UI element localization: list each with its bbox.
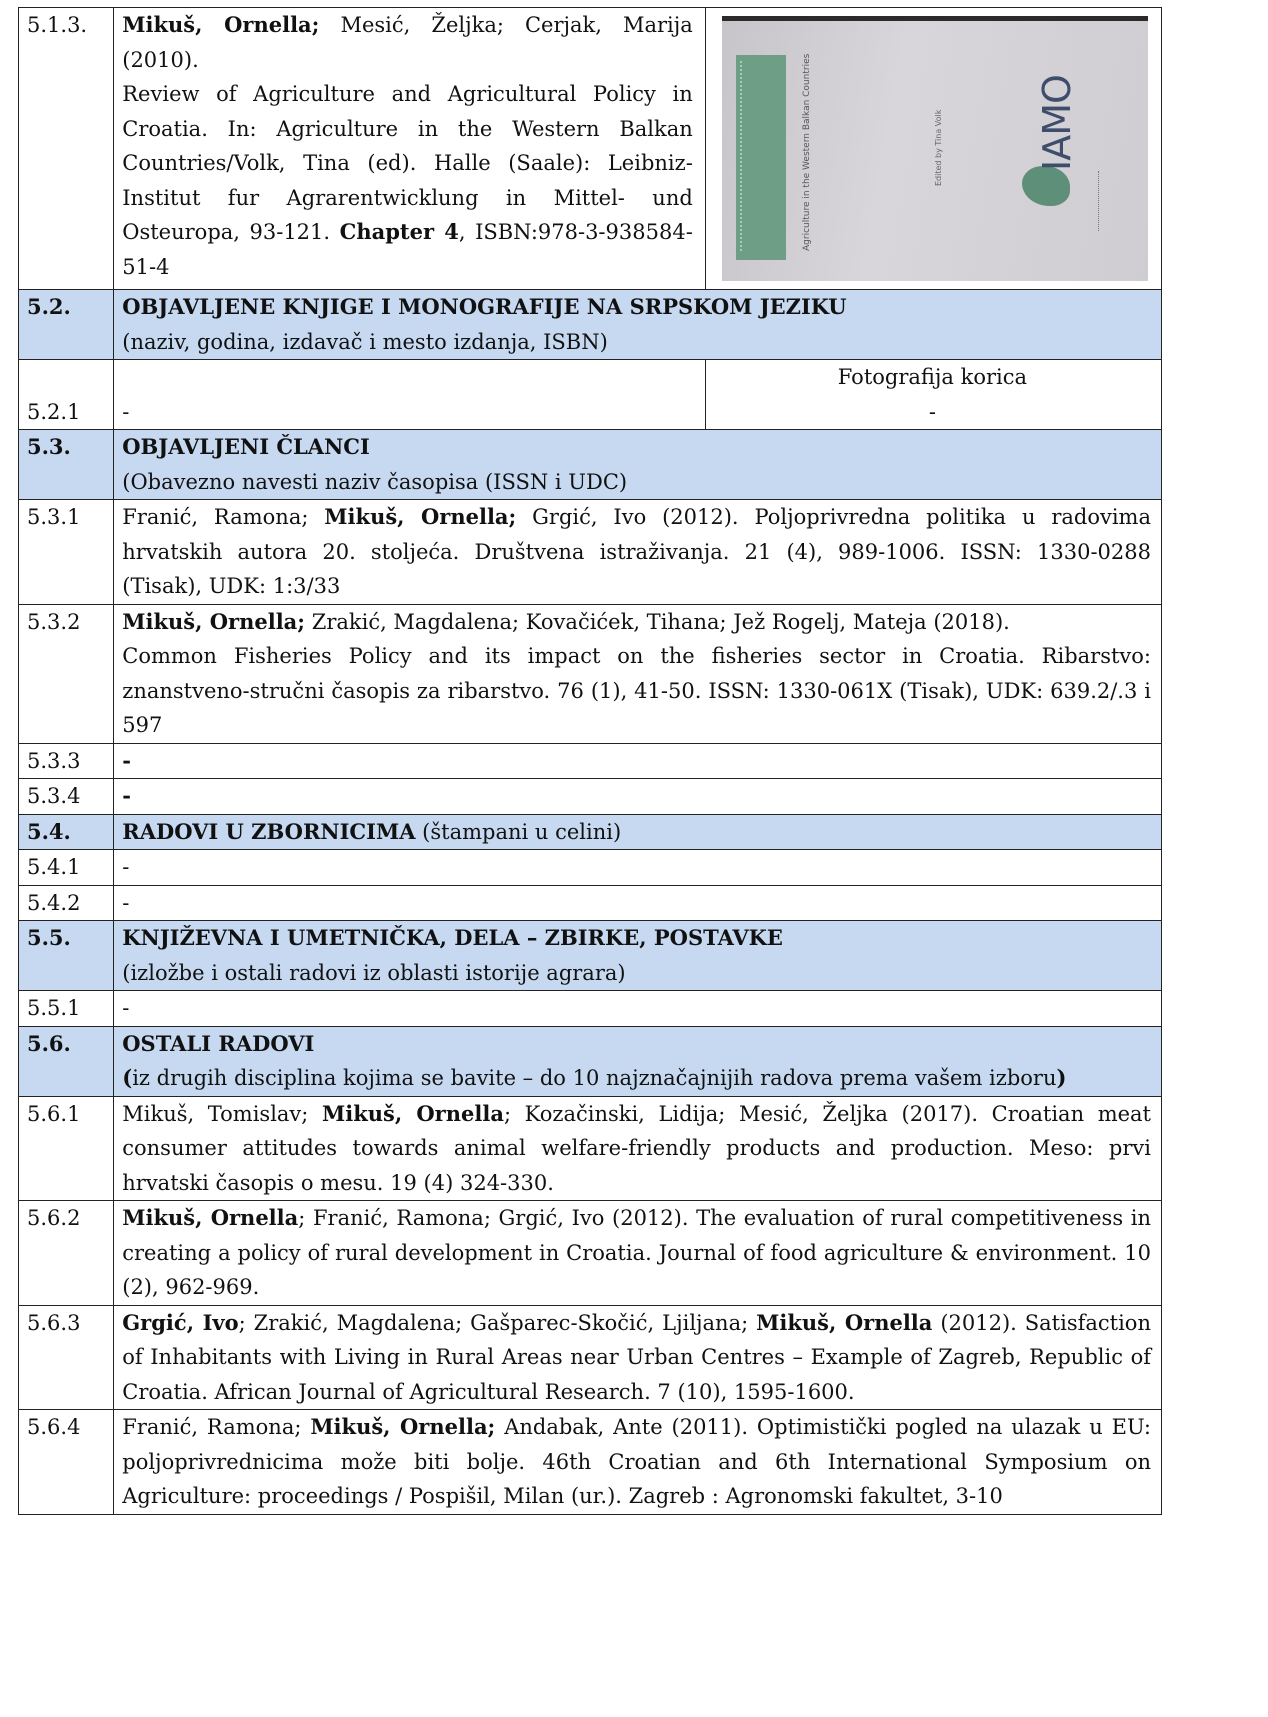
section-heading: KNJIŽEVNA I UMETNIČKA, DELA – ZBIRKE, POSTAVKE xyxy=(122,925,783,950)
row-number: 5.2.1 xyxy=(19,360,114,430)
publication-text: - xyxy=(114,885,1162,921)
section-number: 5.6. xyxy=(19,1026,114,1096)
row-number: 5.3.4 xyxy=(19,779,114,815)
publication-list-document xyxy=(18,7,1162,1515)
section-subtitle: (Obavezno navesti naziv časopisa (ISSN i UDC) xyxy=(122,469,628,494)
authors: Zrakić, Magdalena; Kovačićek, Tihana; Jež Rogelj, Mateja (2018). xyxy=(305,609,1010,634)
publication-row xyxy=(19,1410,1162,1515)
iamo-logo-text: IAMO xyxy=(1034,75,1079,171)
section-title-cell xyxy=(114,430,1162,500)
publication-row xyxy=(19,1096,1162,1201)
publication-row xyxy=(19,500,1162,605)
section-subtitle: (izložbe i ostali radovi iz oblasti istorije agrara) xyxy=(122,960,626,985)
section-number: 5.3. xyxy=(19,430,114,500)
publication-text xyxy=(114,500,1162,605)
publication-row xyxy=(19,360,1162,430)
section-number: 5.2. xyxy=(19,290,114,360)
cover-photo-value: - xyxy=(928,399,936,424)
publication-text: - xyxy=(114,850,1162,886)
publication-text: - xyxy=(114,743,1162,779)
section-title-cell xyxy=(114,290,1162,360)
citation-text: Andabak, Ante (2011). Optimistički pogled na ulazak u EU: poljoprivrednicima može biti bolje. 46th Croatian and 6th International Symposium on Agriculture: proceedings / Pospišil, Milan (ur.). Zagreb : Agronomski fakultet, 3-10 xyxy=(122,1415,1151,1508)
citation-text: Common Fisheries Policy and its impact on the fisheries sector in Croatia. Ribarstvo: znanstveno-stručni časopis za ribarstvo. 76 (1), 41-50. ISSN: 1330-061X (Tisak), UDK: 639.2/.3 i 597 xyxy=(122,644,1151,737)
publication-text xyxy=(114,1096,1162,1201)
section-subtitle xyxy=(122,1061,1151,1096)
row-number: 5.6.3 xyxy=(19,1305,114,1410)
publication-row xyxy=(19,8,1162,290)
publication-row xyxy=(19,1201,1162,1306)
chapter-label: Chapter 4 xyxy=(339,219,459,244)
iamo-logo-shape xyxy=(1022,166,1070,206)
isbn-text: , ISBN:978-3-938584-51-4 xyxy=(122,220,693,279)
section-heading: OSTALI RADOVI xyxy=(122,1030,315,1056)
row-number: 5.1.3. xyxy=(19,8,114,290)
publication-text xyxy=(114,1305,1162,1410)
cover-photo-cell xyxy=(705,360,1161,430)
author-bold: Mikuš, Ornella xyxy=(122,1205,299,1230)
section-row xyxy=(19,814,1162,850)
author-bold: Mikuš, Ornella; xyxy=(310,1414,496,1439)
cover-editor: Edited by Tina Volk xyxy=(933,109,943,186)
section-heading: RADOVI U ZBORNICIMA xyxy=(122,818,416,844)
row-number: 5.3.3 xyxy=(19,743,114,779)
author-bold: Mikuš, Ornella; xyxy=(122,12,320,37)
row-number: 5.6.2 xyxy=(19,1201,114,1306)
section-title-cell xyxy=(114,921,1162,991)
publication-row xyxy=(19,743,1162,779)
publication-row xyxy=(19,604,1162,743)
row-number: 5.6.1 xyxy=(19,1096,114,1201)
cover-small-text xyxy=(1098,171,1103,231)
section-number: 5.4. xyxy=(19,814,114,850)
row-number: 5.4.1 xyxy=(19,850,114,886)
authors: Franić, Ramona; xyxy=(122,505,325,529)
paren-close: ) xyxy=(1056,1065,1067,1090)
citation-text: (2012). Satisfaction of Inhabitants with Living in Rural Areas near Urban Centres – Example of Zagreb, Republic of Croatia. African Journal of Agricultural Research. 7 (10), 1595-1600. xyxy=(122,1310,1151,1404)
section-heading: OBJAVLJENI ČLANCI xyxy=(122,434,370,459)
row-number: 5.5.1 xyxy=(19,991,114,1027)
publication-text xyxy=(114,1201,1162,1306)
authors: Mesić, Željka; Cerjak, Marija (2010). xyxy=(122,13,693,72)
row-number: 5.6.4 xyxy=(19,1410,114,1515)
publication-text: - xyxy=(114,991,1162,1027)
citation-text: Review of Agriculture and Agricultural Policy in Croatia. In: Agriculture in the Western Balkan Countries/Volk, Tina (ed). Halle (Saale): Leibniz-Institut fur Agrarentwicklung in Mittel- und Osteuropa, 93-121. xyxy=(122,82,693,244)
author-bold: Mikuš, Ornella xyxy=(756,1309,933,1335)
citation-text: Grgić, Ivo (2012). Poljoprivredna politika u radovima hrvatskih autora 20. stoljeća. Društvena istraživanja. 21 (4), 989-1006. ISSN: 1330-0288 (Tisak), UDK: 1:3/33 xyxy=(122,505,1151,598)
publication-row xyxy=(19,779,1162,815)
publication-text xyxy=(114,8,706,290)
authors: ; Zrakić, Magdalena; Gašparec-Skočić, Ljiljana; xyxy=(238,1310,757,1335)
section-title-cell xyxy=(114,814,1162,850)
section-row xyxy=(19,430,1162,500)
section-row xyxy=(19,921,1162,991)
citation-text: ; Kozačinski, Lidija; Mesić, Željka (2017). Croatian meat consumer attitudes towards animal welfare-friendly products and production. Meso: prvi hrvatski časopis o mesu. 19 (4) 324-330. xyxy=(122,1101,1151,1195)
authors: Franić, Ramona; xyxy=(122,1415,311,1439)
author-bold: Mikuš, Ornella xyxy=(321,1100,504,1126)
publication-row xyxy=(19,991,1162,1027)
publications-table xyxy=(18,7,1162,1515)
cover-title: Agriculture in the Western Balkan Countries xyxy=(801,53,812,251)
citation-text: ; Franić, Ramona; Grgić, Ivo (2012). The evaluation of rural competitiveness in creating a policy of rural development in Croatia. Journal of food agriculture & environment. 10 (2), 962-969. xyxy=(122,1206,1151,1299)
author-bold: Mikuš, Ornella; xyxy=(122,608,306,634)
row-number: 5.3.1 xyxy=(19,500,114,605)
book-cover-cell xyxy=(705,8,1161,290)
publication-row xyxy=(19,1305,1162,1410)
book-cover-image xyxy=(722,16,1148,281)
paren-open: ( xyxy=(122,1065,133,1090)
section-row xyxy=(19,1026,1162,1096)
author-bold: Mikuš, Ornella; xyxy=(324,504,517,529)
authors: Mikuš, Tomislav; xyxy=(122,1101,322,1126)
section-subtitle: (naziv, godina, izdavač i mesto izdanja, ISBN) xyxy=(122,329,608,354)
publication-text: - xyxy=(114,360,706,430)
row-number: 5.3.2 xyxy=(19,604,114,743)
author-bold: Grgić, Ivo xyxy=(122,1309,239,1335)
publication-row xyxy=(19,885,1162,921)
section-row xyxy=(19,290,1162,360)
cover-band-text-decoration xyxy=(740,61,784,251)
publication-row xyxy=(19,850,1162,886)
publication-text xyxy=(114,1410,1162,1515)
section-title-cell xyxy=(114,1026,1162,1096)
row-number: 5.4.2 xyxy=(19,885,114,921)
section-subtitle: (štampani u celini) xyxy=(415,819,622,844)
cover-photo-label: Fotografija korica xyxy=(837,365,1028,389)
publication-text xyxy=(114,604,1162,743)
section-heading: OBJAVLJENE KNJIGE I MONOGRAFIJE NA SRPSKOM JEZIKU xyxy=(122,294,847,319)
publication-text: - xyxy=(114,779,1162,815)
section-number: 5.5. xyxy=(19,921,114,991)
section-subtitle-text: iz drugih disciplina kojima se bavite – do 10 najznačajnijih radova prema vašem izboru xyxy=(132,1066,1057,1090)
